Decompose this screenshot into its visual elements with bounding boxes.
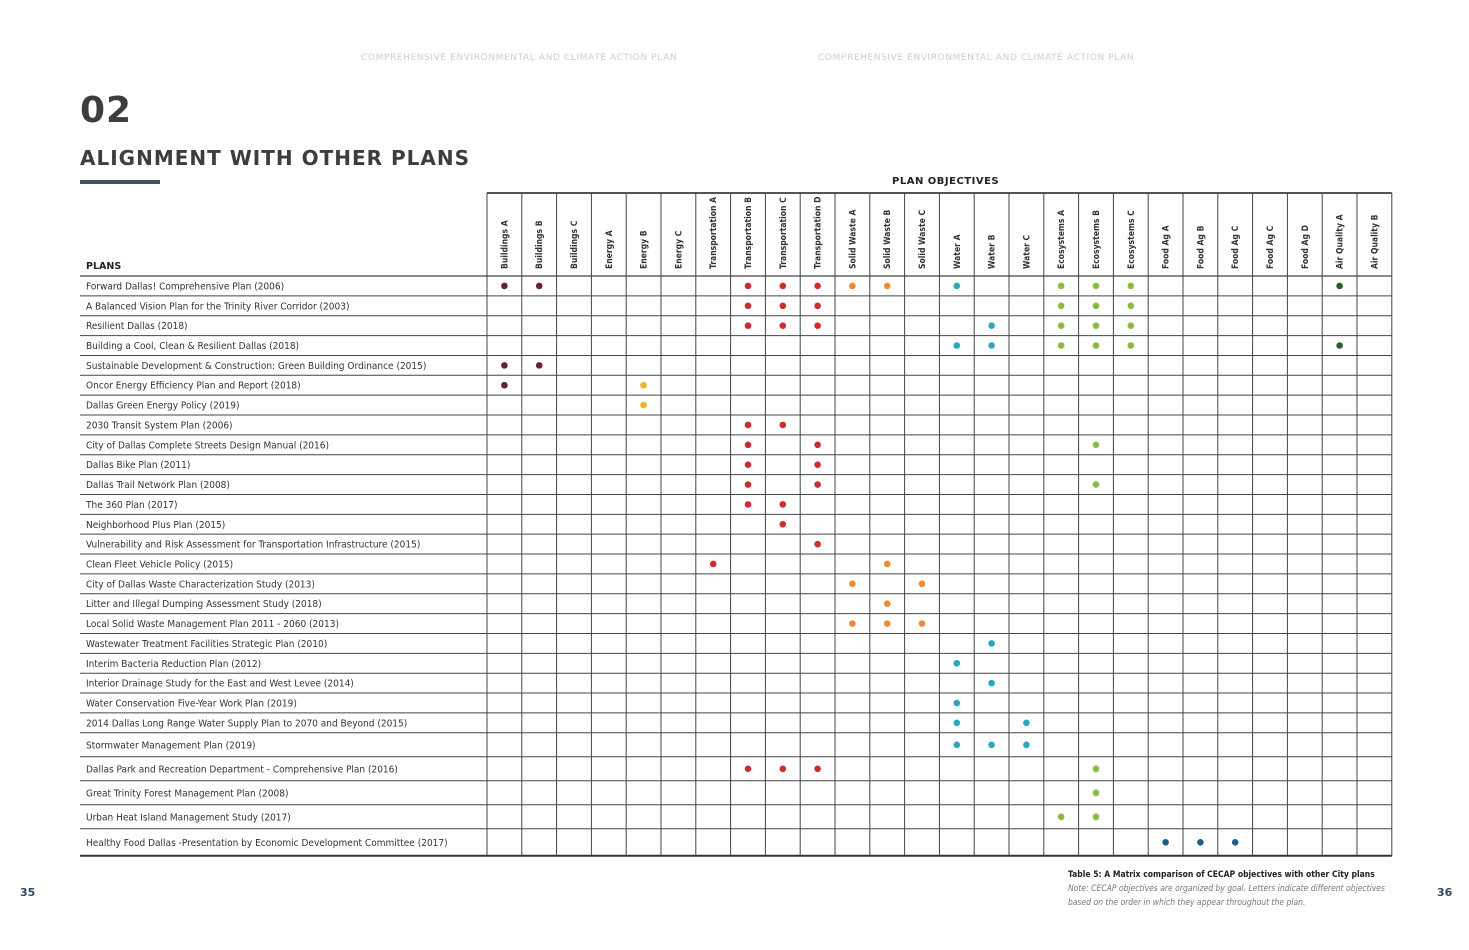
- alignment-dot: [1023, 741, 1030, 748]
- alignment-dot: [1093, 813, 1100, 820]
- alignment-dot: [884, 620, 891, 627]
- alignment-dot: [814, 322, 821, 329]
- plan-name: City of Dallas Waste Characterization Study (2013): [86, 579, 315, 591]
- alignment-dot: [954, 660, 961, 667]
- plan-name: The 360 Plan (2017): [86, 499, 178, 511]
- alignment-dot: [919, 581, 926, 588]
- alignment-dot: [814, 541, 821, 548]
- alignment-dot: [1093, 302, 1100, 309]
- alignment-dot: [1058, 283, 1065, 290]
- page-title: ALIGNMENT WITH OTHER PLANS: [80, 146, 471, 170]
- alignment-dot: [1093, 442, 1100, 449]
- plan-name: City of Dallas Complete Streets Design Manual (2016): [86, 440, 329, 452]
- alignment-dot: [1093, 342, 1100, 349]
- alignment-dot: [745, 422, 752, 429]
- caption-note: Note: CECAP objectives are organized by goal. Letters indicate different objectives based on the order in which they appear throughout the plan.: [1068, 884, 1385, 908]
- column-header: Food Ag C: [1266, 225, 1276, 269]
- alignment-dot: [988, 342, 995, 349]
- alignment-dot: [814, 461, 821, 468]
- column-header: Food Ag C: [1231, 225, 1242, 269]
- chapter-number: 02: [80, 90, 133, 131]
- alignment-dot: [745, 442, 752, 449]
- alignment-dot: [954, 342, 961, 349]
- plan-name: Stormwater Management Plan (2019): [86, 740, 256, 752]
- column-header: Buildings A: [500, 220, 511, 269]
- alignment-dot: [954, 700, 961, 707]
- alignment-dot: [814, 283, 821, 290]
- plan-name: Wastewater Treatment Facilities Strategic Plan (2010): [86, 638, 328, 650]
- plan-name: Vulnerability and Risk Assessment for Transportation Infrastructure (2015): [86, 539, 421, 551]
- alignment-dot: [745, 302, 752, 309]
- alignment-dot: [710, 561, 717, 568]
- alignment-dot: [501, 382, 508, 389]
- alignment-dot: [1336, 283, 1343, 290]
- column-header: Energy A: [604, 230, 615, 269]
- running-header-left: COMPREHENSIVE ENVIRONMENTAL AND CLIMATE ACTION PLAN: [361, 53, 678, 63]
- alignment-dot: [884, 283, 891, 290]
- plan-name: Oncor Energy Efficiency Plan and Report (2018): [86, 380, 301, 392]
- plan-name: Dallas Trail Network Plan (2008): [86, 480, 230, 492]
- alignment-dot: [1128, 322, 1135, 329]
- plan-name: Water Conservation Five-Year Work Plan (2019): [86, 698, 297, 710]
- alignment-dot: [1058, 322, 1065, 329]
- alignment-dot: [1093, 765, 1100, 772]
- alignment-dot: [501, 283, 508, 290]
- plan-name: A Balanced Vision Plan for the Trinity River Corridor (2003): [86, 301, 350, 313]
- plan-name: Neighborhood Plus Plan (2015): [86, 519, 226, 531]
- plan-name: Dallas Bike Plan (2011): [86, 460, 191, 472]
- caption-title: Table 5: A Matrix comparison of CECAP objectives with other City plans: [1068, 870, 1375, 880]
- alignment-dot: [536, 362, 543, 369]
- page-number-left: 35: [20, 886, 36, 899]
- alignment-dot: [780, 501, 787, 508]
- alignment-dot: [1128, 302, 1135, 309]
- column-header: Water C: [1022, 234, 1033, 269]
- column-header: Water A: [952, 234, 963, 269]
- alignment-dot: [745, 501, 752, 508]
- table-caption: [1068, 869, 1398, 910]
- column-header: Food Ag B: [1196, 225, 1207, 269]
- column-header: Food Ag A: [1161, 225, 1172, 269]
- alignment-dot: [640, 382, 647, 389]
- alignment-dot: [780, 765, 787, 772]
- alignment-dot: [1336, 342, 1343, 349]
- plan-name: Clean Fleet Vehicle Policy (2015): [86, 559, 234, 571]
- column-header: Ecosystems C: [1126, 210, 1137, 269]
- plan-name: Great Trinity Forest Management Plan (2008): [86, 788, 289, 800]
- alignment-dot: [988, 640, 995, 647]
- plan-name: Interior Drainage Study for the East and West Levee (2014): [86, 678, 354, 690]
- column-header: Solid Waste C: [918, 209, 928, 269]
- running-header-right: COMPREHENSIVE ENVIRONMENTAL AND CLIMATE ACTION PLAN: [818, 53, 1135, 63]
- plan-name: Dallas Green Energy Policy (2019): [86, 400, 240, 412]
- plan-name: Urban Heat Island Management Study (2017): [86, 812, 291, 824]
- alignment-dot: [1128, 342, 1135, 349]
- column-header: Water B: [987, 234, 998, 269]
- alignment-dot: [1058, 813, 1065, 820]
- alignment-dot: [780, 283, 787, 290]
- plan-name: Building a Cool, Clean & Resilient Dallas (2018): [86, 341, 300, 353]
- plan-name: Sustainable Development & Construction: Green Building Ordinance (2015): [86, 360, 427, 372]
- alignment-dot: [849, 620, 856, 627]
- column-header: Ecosystems A: [1057, 209, 1068, 269]
- alignment-dot: [745, 322, 752, 329]
- alignment-dot: [780, 302, 787, 309]
- plan-name: Litter and Illegal Dumping Assessment Study (2018): [86, 599, 322, 611]
- column-header: Energy C: [674, 230, 685, 269]
- alignment-dot: [1058, 342, 1065, 349]
- column-header: Buildings C: [570, 220, 580, 269]
- plan-name: Resilient Dallas (2018): [86, 321, 188, 333]
- plan-name: Dallas Park and Recreation Department - Comprehensive Plan (2016): [86, 764, 398, 776]
- alignment-dot: [814, 302, 821, 309]
- column-header: Buildings B: [535, 220, 546, 269]
- alignment-dot: [1023, 720, 1030, 727]
- alignment-dot: [884, 561, 891, 568]
- alignment-dot: [1128, 283, 1135, 290]
- plan-name: Interim Bacteria Reduction Plan (2012): [86, 658, 262, 670]
- alignment-dot: [501, 362, 508, 369]
- plan-name: Healthy Food Dallas -Presentation by Economic Development Committee (2017): [86, 837, 448, 849]
- alignment-dot: [814, 481, 821, 488]
- alignment-dot: [1093, 481, 1100, 488]
- alignment-dot: [1162, 839, 1169, 846]
- column-header: Energy B: [639, 230, 650, 269]
- column-header: Solid Waste A: [848, 209, 859, 269]
- plan-name: 2030 Transit System Plan (2006): [86, 420, 233, 432]
- alignment-dot: [640, 402, 647, 409]
- alignment-dot: [814, 765, 821, 772]
- plan-name: 2014 Dallas Long Range Water Supply Plan to 2070 and Beyond (2015): [86, 718, 408, 730]
- alignment-dot: [849, 283, 856, 290]
- alignment-dot: [536, 283, 543, 290]
- column-header: Ecosystems B: [1092, 210, 1102, 269]
- alignment-dot: [954, 720, 961, 727]
- column-header: Air Quality A: [1335, 214, 1346, 269]
- column-header: Food Ag D: [1300, 225, 1311, 269]
- alignment-dot: [814, 442, 821, 449]
- plan-name: Forward Dallas! Comprehensive Plan (2006): [86, 281, 285, 293]
- alignment-dot: [1093, 789, 1100, 796]
- plans-header: PLANS: [86, 261, 122, 272]
- alignment-dot: [1058, 302, 1065, 309]
- page-number-right: 36: [1437, 886, 1453, 899]
- alignment-dot: [1232, 839, 1239, 846]
- column-header: Solid Waste B: [883, 209, 894, 269]
- alignment-dot: [780, 422, 787, 429]
- alignment-dot: [954, 283, 961, 290]
- column-header: Transportation C: [778, 197, 789, 269]
- plan-objectives-header: PLAN OBJECTIVES: [892, 176, 1000, 187]
- alignment-dot: [745, 283, 752, 290]
- alignment-dot: [849, 581, 856, 588]
- column-header: Transportation D: [813, 196, 824, 269]
- alignment-dot: [1197, 839, 1204, 846]
- alignment-dot: [988, 741, 995, 748]
- alignment-dot: [745, 481, 752, 488]
- alignment-dot: [919, 620, 926, 627]
- column-header: Air Quality B: [1370, 214, 1381, 269]
- alignment-dot: [745, 765, 752, 772]
- alignment-dot: [988, 322, 995, 329]
- alignment-dot: [1093, 322, 1100, 329]
- plan-name: Local Solid Waste Management Plan 2011 - 2060 (2013): [86, 619, 339, 631]
- alignment-dot: [954, 741, 961, 748]
- alignment-dot: [745, 461, 752, 468]
- alignment-dot: [780, 322, 787, 329]
- column-header: Transportation B: [744, 197, 754, 269]
- alignment-dot: [884, 600, 891, 607]
- column-header: Transportation A: [709, 196, 720, 269]
- alignment-dot: [988, 680, 995, 687]
- alignment-dot: [780, 521, 787, 528]
- alignment-dot: [1093, 283, 1100, 290]
